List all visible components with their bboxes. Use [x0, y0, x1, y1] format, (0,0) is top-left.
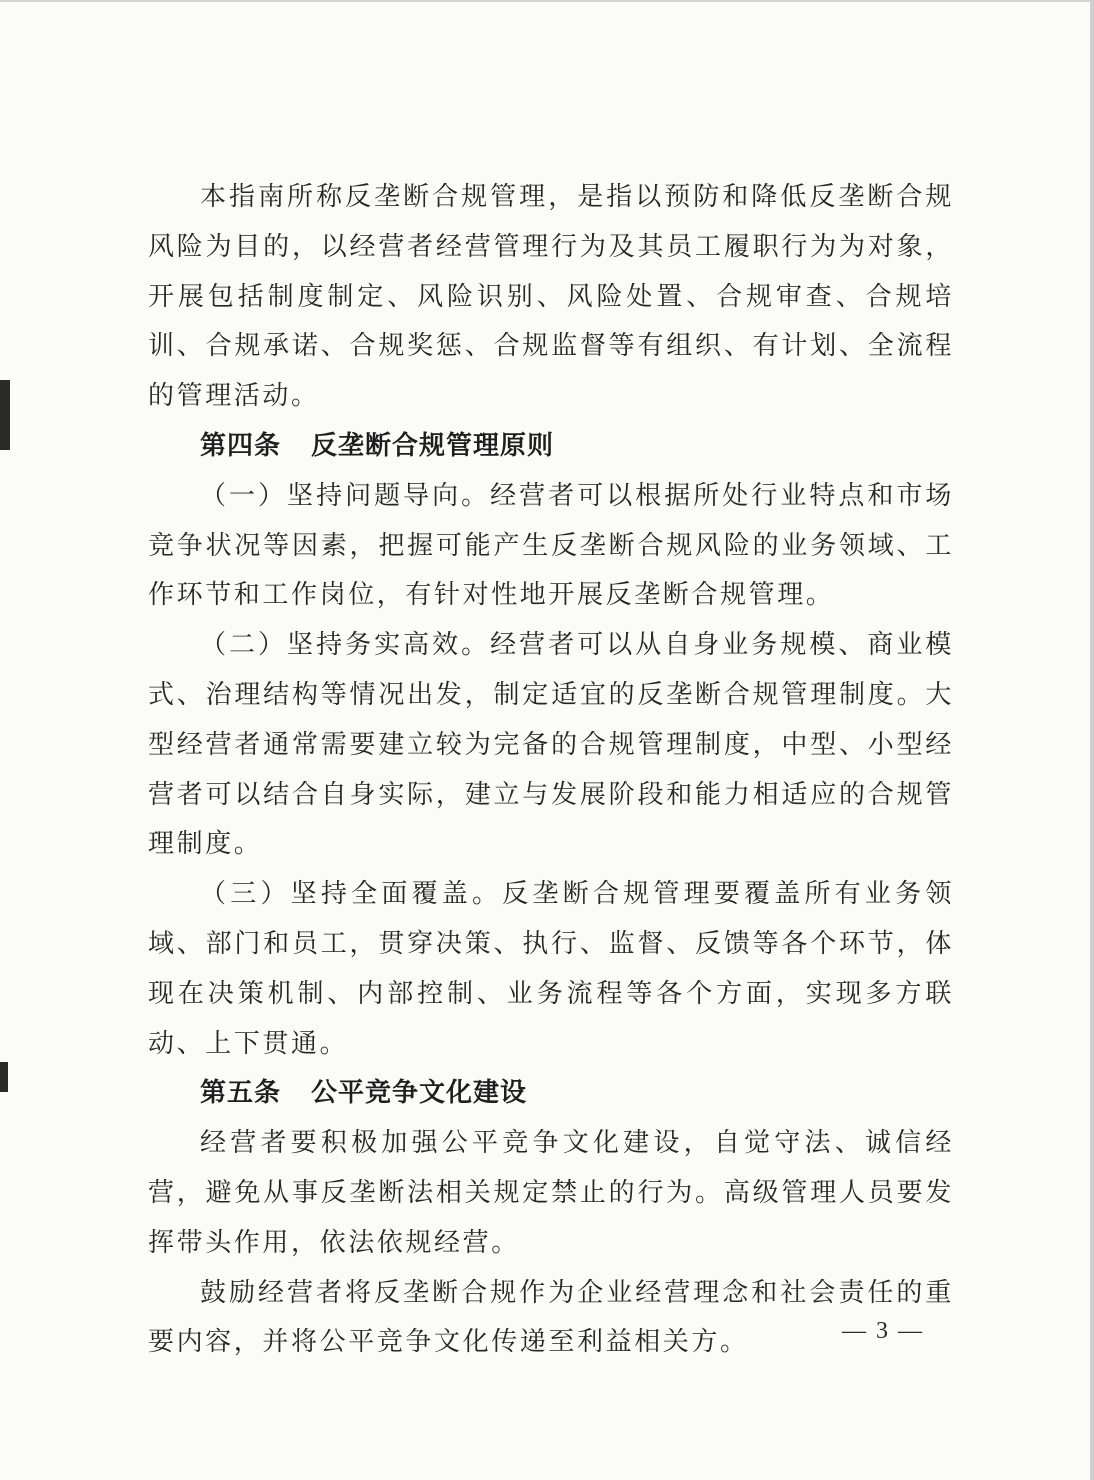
article-5-paragraph-1: 经营者要积极加强公平竞争文化建设，自觉守法、诚信经营，避免从事反垄断法相关规定禁止的行为。高级管理人员要发挥带头作用，依法依规经营。: [148, 1128, 954, 1258]
article-4-heading: [148, 422, 954, 472]
article-4-item-1: （一）坚持问题导向。经营者可以根据所处行业特点和市场竞争状况等因素，把握可能产生反垄断合规风险的业务领域、工作环节和工作岗位，有针对性地开展反垄断合规管理。: [148, 480, 954, 611]
article-4-item-3: （三）坚持全面覆盖。反垄断合规管理要覆盖所有业务领域、部门和员工，贯穿决策、执行、监督、反馈等各个环节，体现在决策机制、内部控制、业务流程等各个方面，实现多方联动、上下贯通。: [148, 879, 954, 1059]
scan-edge-mark: [0, 1062, 8, 1092]
paragraph-definition: 本指南所称反垄断合规管理，是指以预防和降低反垄断合规风险为目的，以经营者经营管理行为及其员工履职行为为对象，开展包括制度制定、风险识别、风险处置、合规审查、合规培训、合规承诺、合规奖惩、合规监督等有组织、有计划、全流程的管理活动。: [148, 182, 954, 412]
page-number: — 3 —: [842, 1318, 924, 1344]
article-5-title: 公平竞争文化建设: [311, 1078, 528, 1109]
article-5-number: 第五条: [200, 1078, 282, 1109]
article-4-title: 反垄断合规管理原则: [311, 430, 555, 461]
scan-edge-right: [1090, 0, 1094, 1480]
scan-edge-top: [0, 0, 1094, 2]
article-5-heading: [148, 1069, 954, 1119]
scan-edge-mark: [0, 380, 10, 450]
article-4-item-2: （二）坚持务实高效。经营者可以从自身业务规模、商业模式、治理结构等情况出发，制定适宜的反垄断合规管理制度。大型经营者通常需要建立较为完备的合规管理制度，中型、小型经营者可以结合自身实际，建立与发展阶段和能力相适应的合规管理制度。: [148, 630, 954, 860]
article-5-paragraph-2: 鼓励经营者将反垄断合规作为企业经营理念和社会责任的重要内容，并将公平竞争文化传递至利益相关方。: [148, 1277, 954, 1358]
document-body: [148, 173, 954, 1368]
article-4-number: 第四条: [200, 430, 282, 461]
